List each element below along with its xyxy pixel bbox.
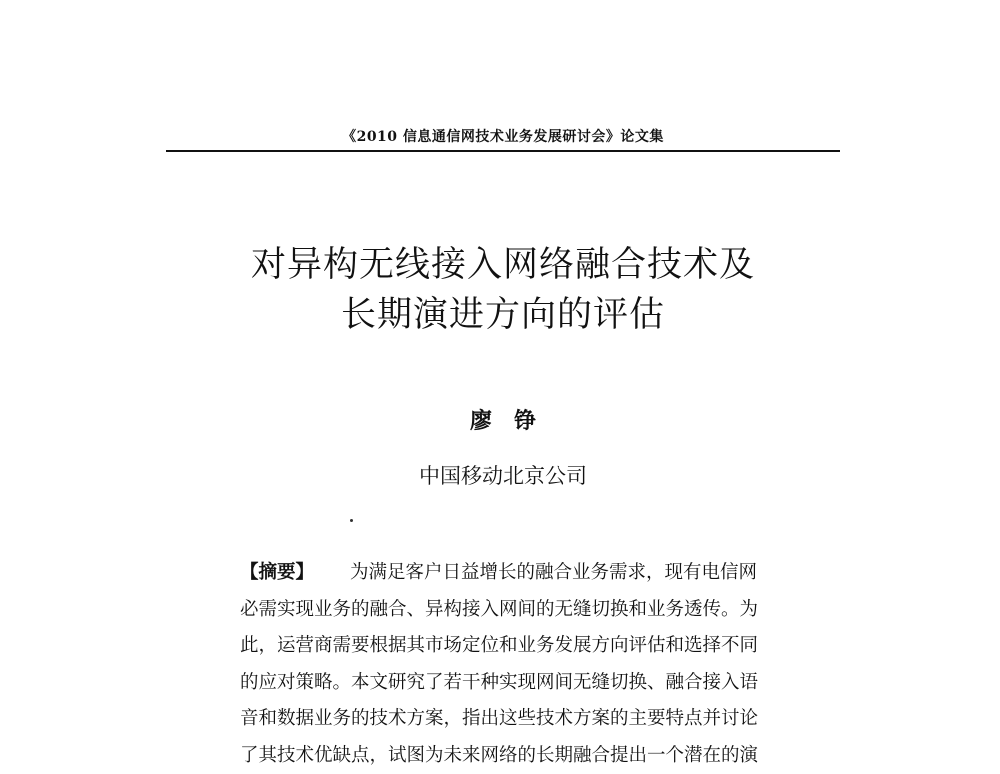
running-header: 《2010 信息通信网技术业务发展研讨会》论文集 xyxy=(166,126,840,146)
paper-title-line-2: 长期演进方向的评估 xyxy=(166,290,840,340)
paper-title xyxy=(166,240,840,340)
abstract-line: 的应对策略。本文研究了若干种实现网间无缝切换、融合接入语 xyxy=(240,665,780,702)
scan-speck xyxy=(350,519,353,522)
abstract-label: 【摘要】 xyxy=(240,562,314,583)
abstract-line xyxy=(240,555,780,592)
paper-title-line-1: 对异构无线接入网络融合技术及 xyxy=(166,240,840,290)
abstract-line: 音和数据业务的技术方案，指出这些技术方案的主要特点并讨论 xyxy=(240,701,780,738)
abstract-line: 此，运营商需要根据其市场定位和业务发展方向评估和选择不同 xyxy=(240,628,780,665)
abstract-line: 了其技术优缺点，试图为未来网络的长期融合提出一个潜在的演 xyxy=(240,738,780,774)
abstract-line: 必需实现业务的融合、异构接入网间的无缝切换和业务透传。为 xyxy=(240,592,780,629)
abstract-line-text: 为满足客户日益增长的融合业务需求，现有电信网 xyxy=(350,562,757,583)
author-affiliation: 中国移动北京公司 xyxy=(166,460,840,490)
author-name: 廖 铮 xyxy=(166,404,840,435)
abstract xyxy=(240,555,780,774)
header-rule xyxy=(166,150,840,152)
